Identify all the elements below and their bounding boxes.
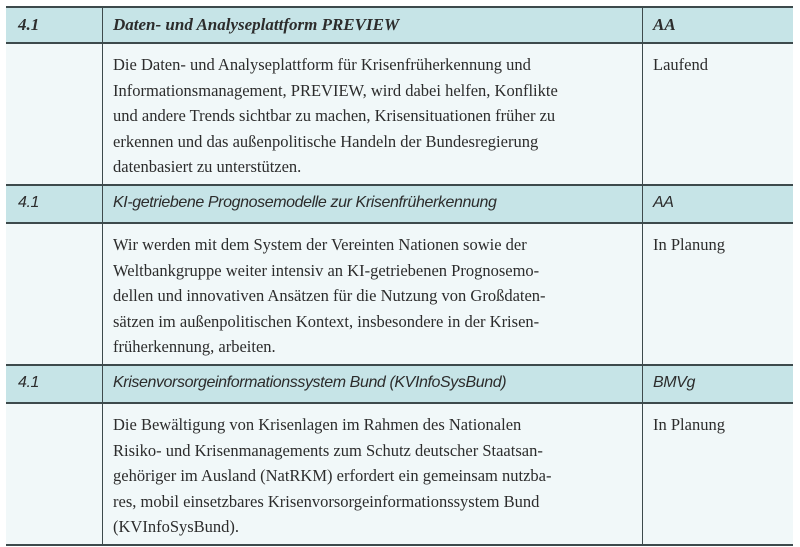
description-line: sätzen im außenpolitischen Kontext, insbesondere in der Krisen- (113, 311, 540, 331)
description-line: Wir werden mit dem System der Vereinten Nationen sowie der (113, 235, 527, 254)
table-header-row (6, 186, 793, 224)
empty-cell (6, 44, 103, 184)
description-line: erkennen und das außenpolitische Handeln der Bundesregierung (113, 131, 539, 151)
empty-cell (6, 224, 103, 364)
measure-title: Krisenvorsorgeinformationssystem Bund (KVInfoSysBund) (103, 366, 643, 402)
table-body-row (6, 44, 793, 186)
measure-responsible: AA (653, 15, 676, 34)
description-line: und andere Trends sichtbar zu machen, Krisensituationen früher zu (113, 106, 556, 125)
measure-description (103, 224, 643, 364)
measure-title: KI-getriebene Prognosemodelle zur Krisenfrüherkennung (103, 186, 643, 222)
table-header-row (6, 366, 793, 404)
description-line: res, mobil einsetzbares Krisenvorsorgeinformationssystem Bund (113, 491, 540, 511)
description-line: Risiko- und Krisenmanagements zum Schutz deutscher Staatsan- (113, 440, 543, 460)
measure-description (103, 44, 643, 184)
table-header-row (6, 8, 793, 44)
measures-table (6, 6, 793, 546)
measure-description (103, 404, 643, 544)
measure-status: Laufend (653, 55, 708, 74)
measure-number: 4.1 (6, 186, 103, 222)
empty-cell (6, 404, 103, 544)
table-body-row (6, 224, 793, 366)
description-line: gehöriger im Ausland (NatRKM) erfordert ein gemeinsam nutzba- (113, 466, 552, 485)
measure-number: 4.1 (6, 366, 103, 402)
description-line: Informationsmanagement, PREVIEW, wird dabei helfen, Konflikte (113, 80, 558, 100)
description-line: datenbasiert zu unterstützen. (113, 157, 302, 176)
description-line: früherkennung, arbeiten. (113, 337, 276, 356)
measure-title: Daten- und Analyseplattform PREVIEW (103, 8, 643, 42)
table-body-row (6, 404, 793, 546)
description-line: Weltbankgruppe weiter intensiv an KI-getriebenen Prognosemo- (113, 260, 540, 280)
measure-status: In Planung (653, 415, 725, 434)
description-line: dellen und innovativen Ansätzen für die Nutzung von Großdaten- (113, 286, 546, 305)
description-line: Die Bewältigung von Krisenlagen im Rahmen des Nationalen (113, 415, 522, 434)
description-line: Die Daten- und Analyseplattform für Krisenfrüherkennung und (113, 55, 531, 74)
measure-number: 4.1 (6, 8, 103, 42)
description-line: (KVInfoSysBund). (113, 517, 240, 536)
measure-responsible: BMVg (653, 374, 695, 391)
measure-status: In Planung (653, 235, 725, 254)
measure-responsible: AA (653, 194, 674, 211)
